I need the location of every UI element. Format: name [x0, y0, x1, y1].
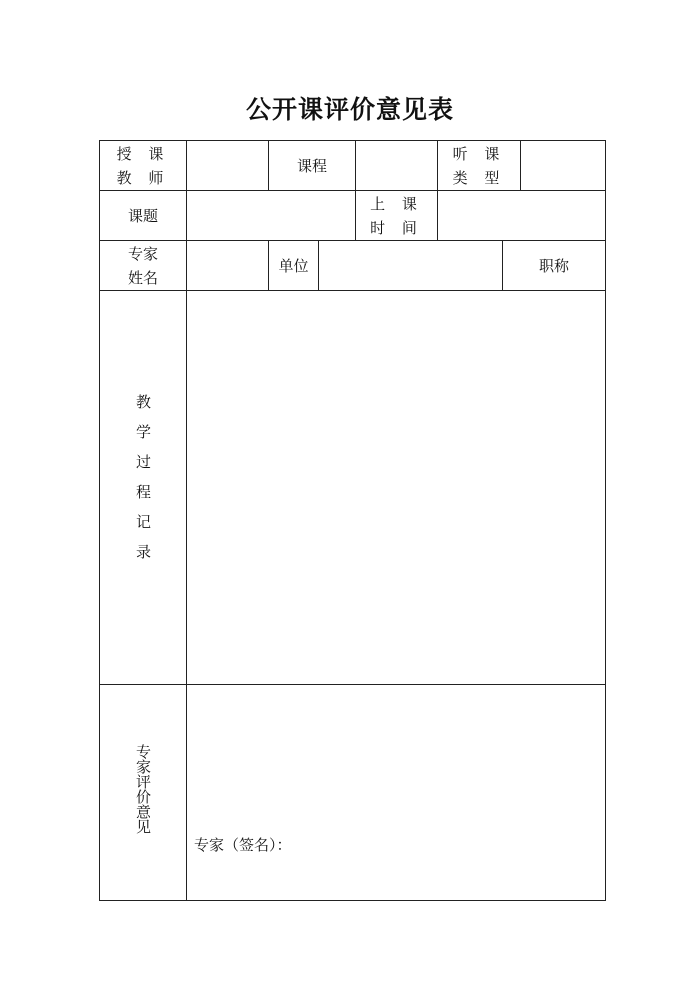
- expert-opinion-label-cell: [100, 685, 187, 901]
- teaching-process-label-cell: [100, 291, 187, 685]
- teacher-field[interactable]: [187, 141, 269, 191]
- row-topic-time: [100, 191, 606, 241]
- row-teacher-course-type: [100, 141, 606, 191]
- rank-title-label: 职称: [503, 241, 606, 291]
- class-time-label: 上 课 时 间: [370, 194, 423, 237]
- row-expert-opinion: [100, 685, 606, 901]
- course-label: 课程: [269, 141, 356, 191]
- unit-label: 单位: [269, 241, 319, 291]
- course-field[interactable]: [356, 141, 438, 191]
- lesson-type-field[interactable]: [521, 141, 606, 191]
- expert-name-label: 专家 姓名: [127, 244, 158, 287]
- evaluation-form-table: [99, 140, 606, 901]
- row-expert-unit-rank: [100, 241, 606, 291]
- topic-label: 课题: [100, 191, 187, 241]
- topic-field[interactable]: [187, 191, 356, 241]
- form-title: 公开课评价意见表: [245, 95, 454, 124]
- lesson-type-label-cell: [438, 141, 521, 191]
- row-teaching-process: [100, 291, 606, 685]
- expert-signature-label: 专家（签名）：: [194, 836, 292, 854]
- expert-opinion-field[interactable]: [187, 685, 606, 901]
- expert-opinion-label: 专家评价意见: [134, 744, 152, 834]
- lesson-type-label: 听 课 类 型: [452, 144, 506, 187]
- teaching-process-field[interactable]: [187, 291, 606, 685]
- teacher-label: 授 课 教 师: [116, 144, 170, 187]
- class-time-label-cell: [356, 191, 438, 241]
- teacher-label-cell: [100, 141, 187, 191]
- class-time-field[interactable]: [438, 191, 606, 241]
- expert-name-label-cell: [100, 241, 187, 291]
- teaching-process-label: 教学过程记录: [134, 394, 152, 574]
- expert-name-field[interactable]: [187, 241, 269, 291]
- unit-field[interactable]: [319, 241, 503, 291]
